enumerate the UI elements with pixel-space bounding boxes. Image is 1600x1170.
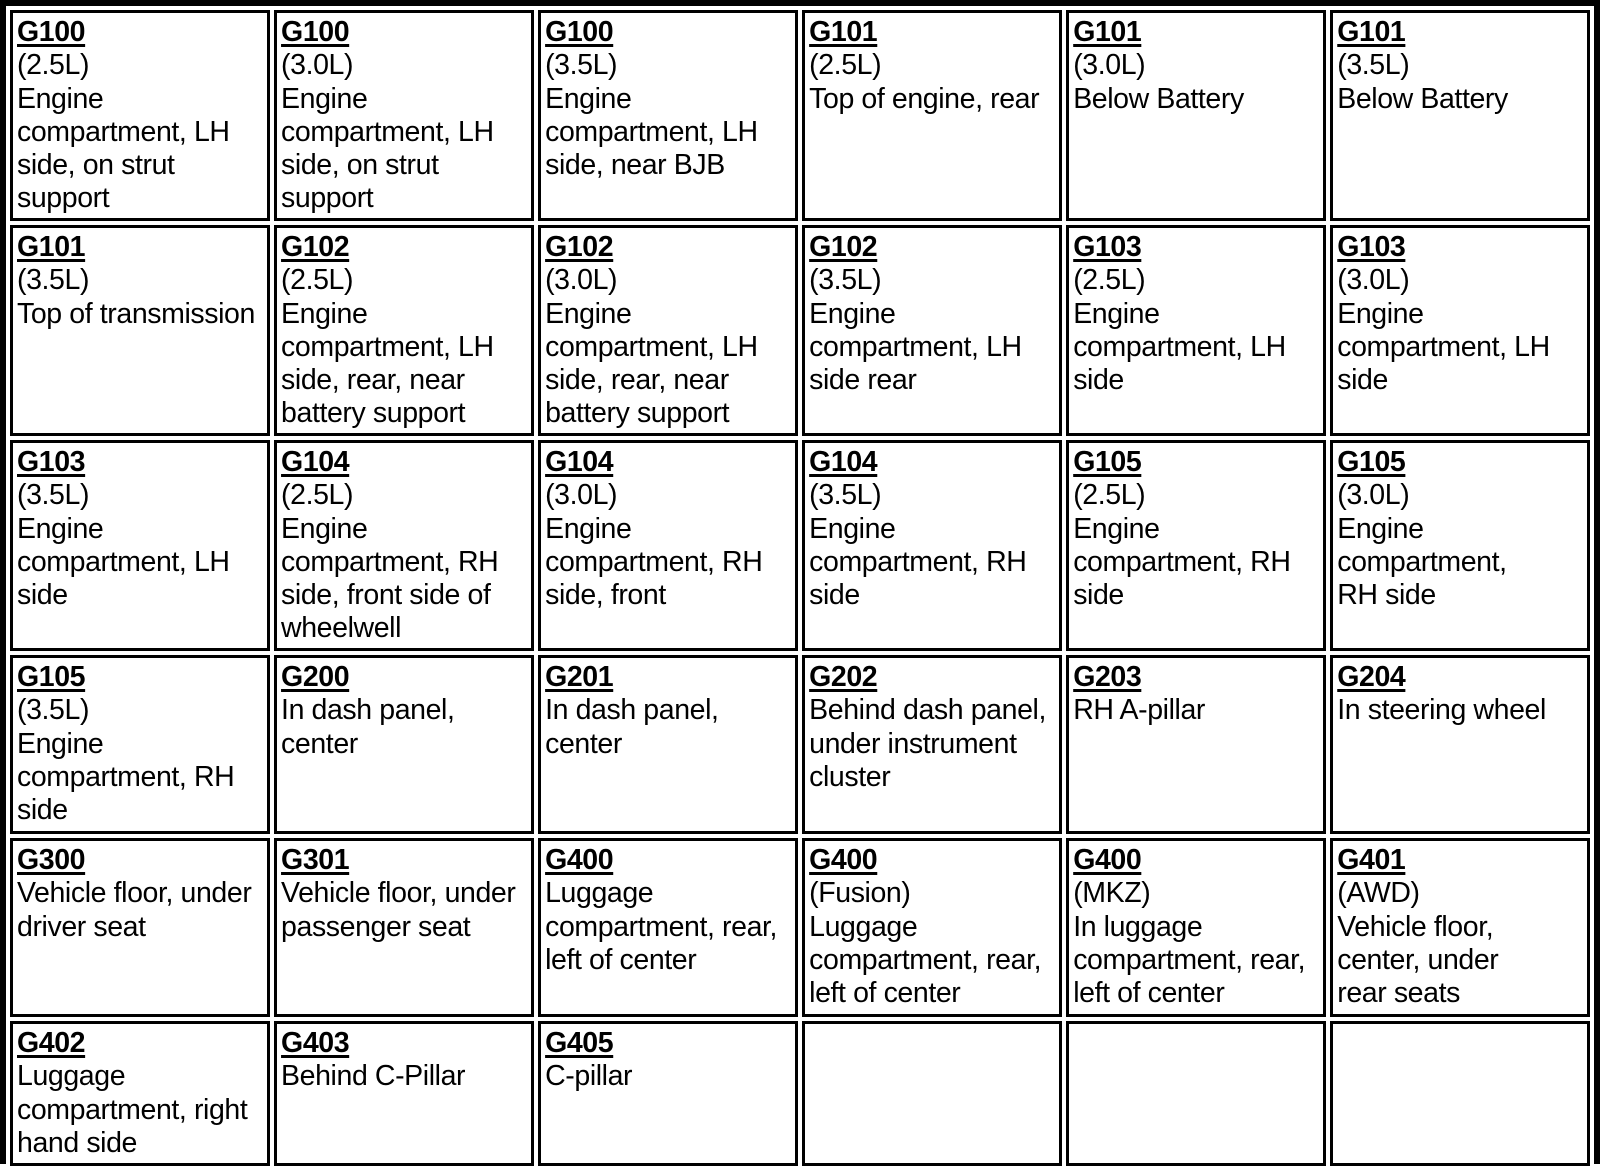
engine-variant: (2.5L) (809, 49, 882, 82)
engine-variant: (Fusion) (809, 877, 911, 910)
ground-location: Top of transmission (17, 297, 255, 330)
ground-code: G100 (281, 16, 350, 48)
ground-cell-g103 (1066, 225, 1326, 436)
ground-location: Engine compartment, LH side rear (809, 297, 1022, 397)
table-row (10, 655, 1590, 834)
ground-code: G101 (1337, 16, 1406, 48)
engine-variant: (3.5L) (809, 479, 882, 512)
engine-variant: (2.5L) (281, 264, 354, 297)
ground-code: G104 (281, 446, 350, 478)
engine-variant: (3.5L) (17, 479, 90, 512)
ground-cell-g201 (538, 655, 798, 834)
engine-variant: (2.5L) (1073, 264, 1146, 297)
ground-location: Vehicle floor, under driver seat (17, 877, 252, 943)
ground-location: Engine compartment, LH side (17, 512, 230, 612)
ground-code: G103 (1337, 231, 1406, 263)
ground-location: Engine compartment, RH side (17, 727, 235, 827)
ground-location: Engine compartment, LH side, on strut support (17, 82, 230, 215)
ground-location: Engine compartment, RH side (1073, 512, 1291, 612)
ground-code: G400 (809, 844, 878, 876)
table-row (10, 10, 1590, 221)
ground-cell-g203 (1066, 655, 1326, 834)
ground-cell-g101 (10, 225, 270, 436)
ground-code: G402 (17, 1027, 86, 1059)
ground-cell-g202 (802, 655, 1062, 834)
ground-location: In luggage compartment, rear, left of center (1073, 910, 1306, 1010)
ground-cell-g402 (10, 1021, 270, 1166)
ground-cell-g400 (538, 838, 798, 1017)
ground-cell-g103 (10, 440, 270, 651)
ground-location: Luggage compartment, right hand side (17, 1060, 248, 1159)
ground-cell-g403 (274, 1021, 534, 1166)
ground-cell-g105 (1066, 440, 1326, 651)
ground-code: G405 (545, 1027, 614, 1059)
ground-cell-g101 (1330, 10, 1590, 221)
ground-code: G301 (281, 844, 350, 876)
ground-location: Engine compartment, LH side, near BJB (545, 82, 758, 182)
empty-cell (1330, 1021, 1590, 1166)
ground-cell-g105 (1330, 440, 1590, 651)
engine-variant: (2.5L) (1073, 479, 1146, 512)
ground-cell-g102 (802, 225, 1062, 436)
ground-code: G105 (1073, 446, 1142, 478)
ground-location: In dash panel, center (545, 694, 719, 760)
ground-location: Vehicle floor, center, under rear seats (1337, 910, 1499, 1010)
ground-code: G401 (1337, 844, 1406, 876)
ground-location: Engine compartment, LH side, rear, near battery support (281, 297, 494, 430)
ground-code: G105 (1337, 446, 1406, 478)
ground-cell-g405 (538, 1021, 798, 1166)
engine-variant: (3.0L) (1337, 264, 1410, 297)
ground-location: Behind dash panel, under instrument cluster (809, 694, 1046, 793)
ground-cell-g200 (274, 655, 534, 834)
ground-location: C-pillar (545, 1060, 633, 1093)
ground-location: Luggage compartment, rear, left of center (545, 877, 778, 976)
ground-location: Engine compartment, RH side (1337, 512, 1507, 612)
ground-code: G400 (1073, 844, 1142, 876)
engine-variant: (2.5L) (17, 49, 90, 82)
engine-variant: (3.5L) (545, 49, 618, 82)
engine-variant: (AWD) (1337, 877, 1420, 910)
empty-cell (1066, 1021, 1326, 1166)
ground-location: In dash panel, center (281, 694, 455, 760)
ground-location: Engine compartment, LH side (1073, 297, 1286, 397)
ground-cell-g104 (274, 440, 534, 651)
ground-code: G200 (281, 661, 350, 693)
engine-variant: (3.5L) (809, 264, 882, 297)
ground-code: G403 (281, 1027, 350, 1059)
empty-cell (802, 1021, 1062, 1166)
ground-cell-g102 (538, 225, 798, 436)
ground-location: Engine compartment, RH side, front (545, 512, 763, 612)
ground-cell-g100 (10, 10, 270, 221)
engine-variant: (3.5L) (17, 694, 90, 727)
ground-cell-g104 (538, 440, 798, 651)
ground-code: G103 (17, 446, 86, 478)
ground-code: G300 (17, 844, 86, 876)
ground-location: Luggage compartment, rear, left of center (809, 910, 1042, 1010)
ground-cell-g104 (802, 440, 1062, 651)
ground-code: G100 (545, 16, 614, 48)
ground-location: Engine compartment, RH side (809, 512, 1027, 612)
ground-cell-g101 (802, 10, 1062, 221)
ground-locations-table (6, 6, 1594, 1170)
engine-variant: (3.0L) (281, 49, 354, 82)
engine-variant: (3.0L) (545, 479, 618, 512)
ground-location: RH A-pillar (1073, 694, 1205, 727)
engine-variant: (MKZ) (1073, 877, 1151, 910)
table-row (10, 838, 1590, 1017)
ground-cell-g103 (1330, 225, 1590, 436)
ground-code: G102 (809, 231, 878, 263)
ground-cell-g301 (274, 838, 534, 1017)
ground-cell-g400 (1066, 838, 1326, 1017)
ground-code: G104 (809, 446, 878, 478)
ground-cell-g401 (1330, 838, 1590, 1017)
ground-location: Behind C-Pillar (281, 1060, 466, 1093)
engine-variant: (3.5L) (1337, 49, 1410, 82)
ground-location: In steering wheel (1337, 694, 1546, 727)
table-row (10, 1021, 1590, 1166)
ground-code: G102 (281, 231, 350, 263)
ground-code: G101 (809, 16, 878, 48)
ground-location: Engine compartment, LH side (1337, 297, 1550, 397)
ground-cell-g102 (274, 225, 534, 436)
ground-location: Engine compartment, LH side, rear, near battery support (545, 297, 758, 430)
ground-cell-g105 (10, 655, 270, 834)
ground-code: G101 (17, 231, 86, 263)
ground-code: G202 (809, 661, 878, 693)
ground-code: G105 (17, 661, 86, 693)
ground-cell-g100 (538, 10, 798, 221)
ground-code: G201 (545, 661, 614, 693)
ground-code: G203 (1073, 661, 1142, 693)
ground-location: Below Battery (1073, 82, 1244, 115)
ground-cell-g101 (1066, 10, 1326, 221)
ground-code: G103 (1073, 231, 1142, 263)
ground-location: Vehicle floor, under passenger seat (281, 877, 516, 943)
engine-variant: (3.0L) (1073, 49, 1146, 82)
ground-code: G101 (1073, 16, 1142, 48)
ground-code: G204 (1337, 661, 1406, 693)
table-row (10, 440, 1590, 651)
ground-location: Engine compartment, LH side, on strut support (281, 82, 494, 215)
ground-location: Below Battery (1337, 82, 1508, 115)
ground-code: G100 (17, 16, 86, 48)
ground-code: G400 (545, 844, 614, 876)
engine-variant: (3.0L) (545, 264, 618, 297)
ground-cell-g204 (1330, 655, 1590, 834)
engine-variant: (2.5L) (281, 479, 354, 512)
ground-location: Engine compartment, RH side, front side of wheelwell (281, 512, 499, 645)
table-row (10, 225, 1590, 436)
engine-variant: (3.0L) (1337, 479, 1410, 512)
ground-cell-g400 (802, 838, 1062, 1017)
ground-cell-g300 (10, 838, 270, 1017)
engine-variant: (3.5L) (17, 264, 90, 297)
ground-cell-g100 (274, 10, 534, 221)
ground-code: G104 (545, 446, 614, 478)
ground-location: Top of engine, rear (809, 82, 1040, 115)
ground-code: G102 (545, 231, 614, 263)
